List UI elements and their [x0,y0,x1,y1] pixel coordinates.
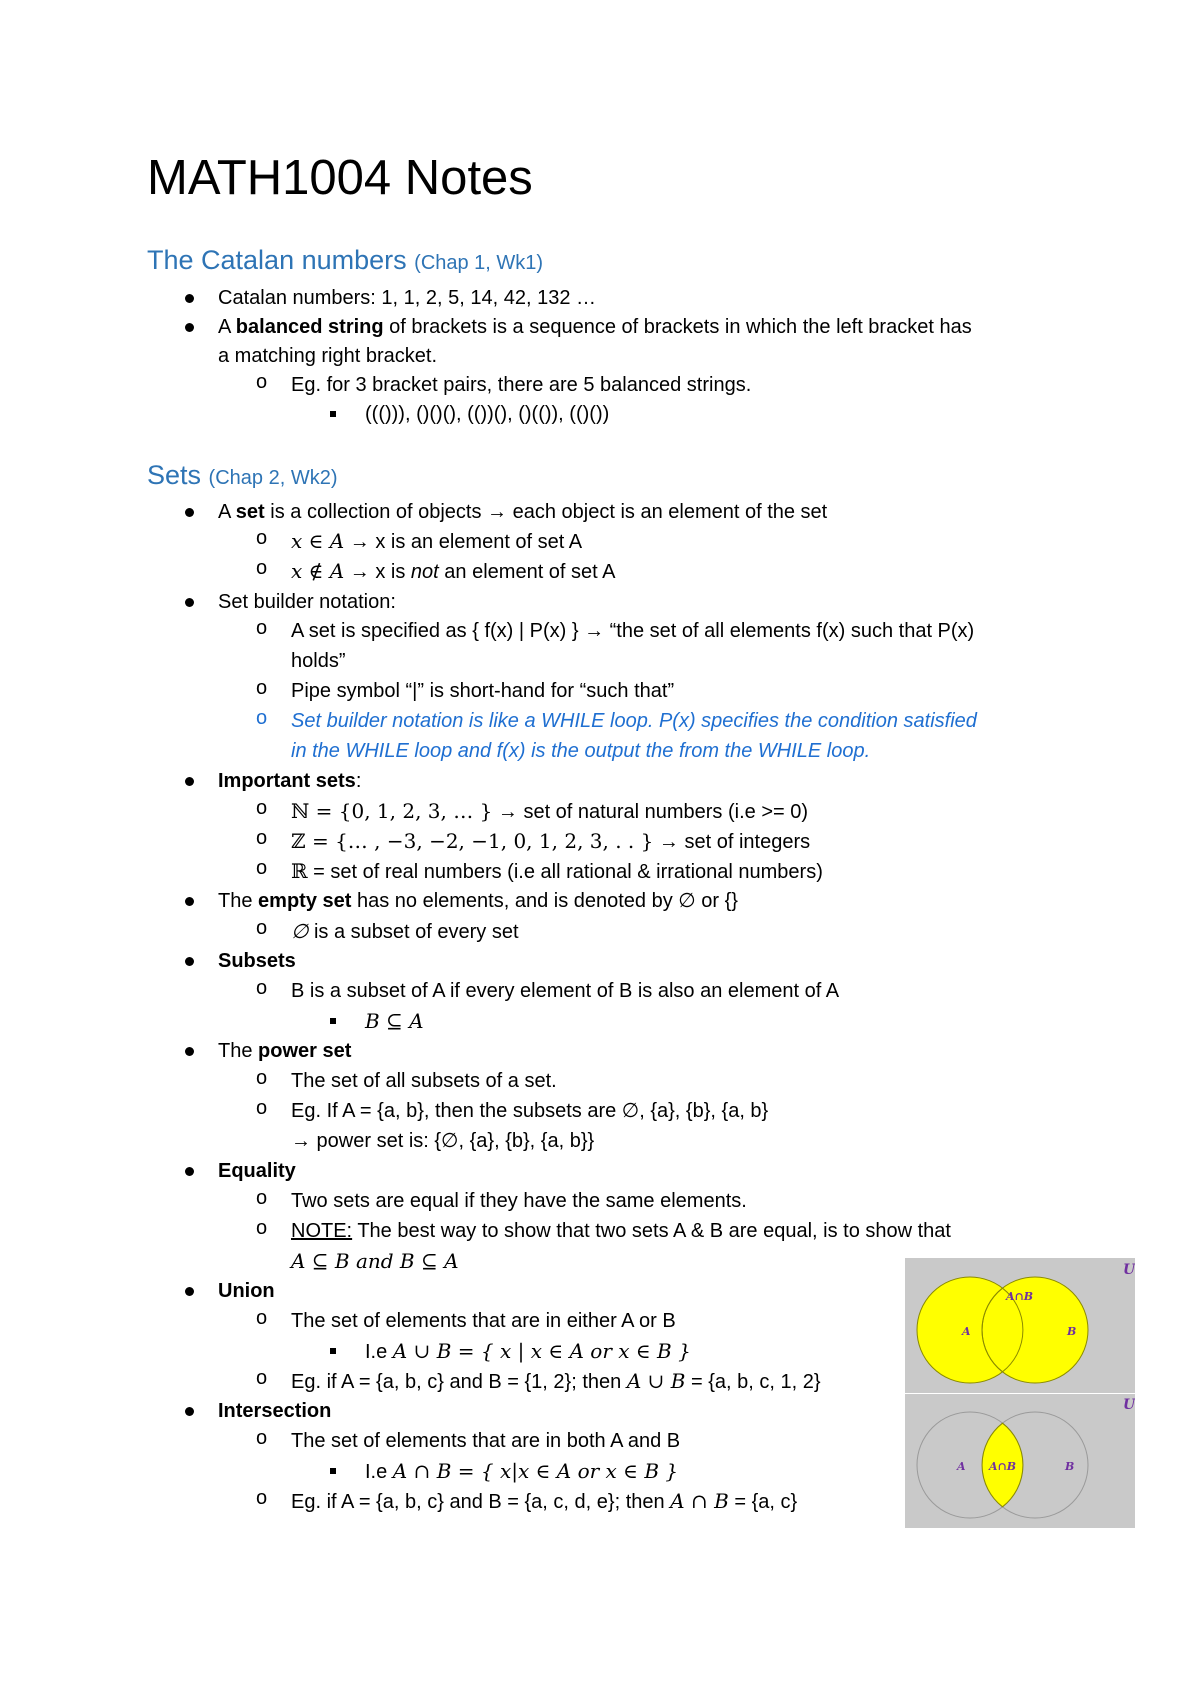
bullet-circle: o [256,371,268,393]
bullet-circle: o [256,1187,268,1209]
text-run: A [218,501,236,523]
math-expression: A ∩ B [670,1489,729,1513]
bullet-dot [185,1407,194,1416]
bold-term: empty set [258,890,352,912]
venn-universe-label: U [1123,1397,1135,1413]
venn-label-b: B [1065,1460,1075,1473]
bold-term: Union [218,1280,275,1302]
bullet-dot [185,1047,194,1056]
bold-term: Intersection [218,1400,332,1422]
sub-list-item [291,527,582,556]
sub-list-item [291,1217,951,1245]
bullet-circle: o [256,977,268,999]
document-title: MATH1004 Notes [147,151,533,205]
bullet-circle: o [256,707,268,729]
sub-list-item [291,857,823,886]
bullet-square [330,1348,336,1354]
venn-label-b: B [1067,1325,1077,1338]
sub-list-item: Two sets are equal if they have the same elements. [291,1190,747,1212]
bullet-circle: o [256,527,268,549]
sub-list-item [291,827,810,856]
bullet-dot [185,957,194,966]
text-run: The best way to show that two sets A & B are equal, is to show that [352,1220,951,1242]
math-expression: A ∪ B [626,1369,686,1393]
bold-term: set [235,501,265,523]
venn-label-a: A [957,1460,966,1473]
bullet-dot [185,294,194,303]
bullet-square [330,1018,336,1024]
sub-sub-list-item [365,1457,678,1486]
math-expression: ℕ = {0, 1, 2, 3, … } [291,799,493,823]
sub-list-item: B is a subset of A if every element of B is also an element of A [291,980,840,1002]
list-item [218,1397,331,1425]
math-expression: A ∪ B = { x | x ∈ A or x ∈ B } [392,1339,691,1363]
bullet-circle: o [256,1307,268,1329]
text-run: I.e [365,1461,393,1483]
list-item: Catalan numbers: 1, 1, 2, 5, 14, 42, 132 … [218,287,597,309]
sub-list-item [291,1487,797,1516]
text-run: = set of real numbers (i.e all rational & irrational numbers) [307,861,823,883]
italic-term: not [410,561,439,583]
venn-label-intersection: A∩B [1006,1290,1034,1303]
sub-list-item: The set of elements that are in both A and B [291,1430,681,1452]
sub-list-item [291,1367,821,1396]
bullet-dot [185,1287,194,1296]
sub-list-item-continuation: A ⊆ B and B ⊆ A [291,1249,459,1273]
heading-subtext: (Chap 2, Wk2) [208,467,338,489]
text-run: A [218,316,236,338]
bullet-circle: o [256,677,268,699]
text-run: → x is an element of set A [344,531,583,553]
bold-term: balanced string [235,316,384,338]
bullet-circle: o [256,1217,268,1239]
bullet-dot [185,777,194,786]
math-expression: x ∈ A [291,529,345,553]
list-item [218,1277,275,1305]
section-heading-catalan [147,245,543,276]
venn-universe-label: U [1123,1262,1135,1278]
venn-union-svg [905,1258,1135,1393]
bold-term: Subsets [218,950,296,972]
bullet-circle: o [256,617,268,639]
bullet-circle: o [256,1427,268,1449]
math-expression: ℤ = {… , −3, −2, −1, 0, 1, 2, 3, . . } [291,829,654,853]
section-heading-sets [147,460,337,491]
bold-term: power set [258,1040,352,1062]
text-run: has no elements, and is denoted by ∅ or {} [351,890,738,912]
venn-label-intersection: A∩B [989,1460,1017,1473]
bullet-square [330,411,336,417]
text-run: I.e [365,1341,393,1363]
bullet-dot [185,508,194,517]
bullet-circle: o [256,827,268,849]
sub-list-item-note-continuation: in the WHILE loop and f(x) is the output the from the WHILE loop. [291,740,871,762]
text-run: : [355,770,362,792]
bullet-circle: o [256,1067,268,1089]
bullet-circle: o [256,797,268,819]
math-expression: ℝ [291,859,308,883]
text-run: The [218,1040,259,1062]
bullet-dot [185,1167,194,1176]
text-run: → set of integers [653,831,811,853]
bullet-square [330,1468,336,1474]
list-item [218,1157,296,1185]
bullet-dot [185,897,194,906]
bullet-dot [185,598,194,607]
sub-list-item [291,797,808,826]
list-item [218,313,972,341]
venn-diagram-union [905,1258,1135,1393]
sub-sub-list-item: ((())), ()()(), (())(), ()(()), (()()) [365,403,610,425]
heading-subtext: (Chap 1, Wk1) [414,252,544,274]
bullet-circle: o [256,1487,268,1509]
sub-list-item [291,917,519,946]
list-item [218,887,738,915]
text-run: = {a, c} [728,1491,798,1513]
bold-term: Equality [218,1160,296,1182]
text-run: Eg. if A = {a, b, c} and B = {1, 2}; then [291,1371,627,1393]
text-run: an element of set A [438,561,616,583]
list-item: Set builder notation: [218,591,396,613]
bullet-circle: o [256,857,268,879]
sub-list-item: The set of all subsets of a set. [291,1070,557,1092]
venn-label-a: A [962,1325,971,1338]
sub-list-item: The set of elements that are in either A or B [291,1310,676,1332]
heading-text: The Catalan numbers [147,245,407,275]
venn-diagram-intersection [905,1393,1135,1528]
sub-list-item: Pipe symbol “|” is short-hand for “such that” [291,680,675,702]
text-run: → set of natural numbers (i.e >= 0) [492,801,809,823]
bold-term: Important sets [218,770,356,792]
list-item [218,767,361,795]
bullet-circle: o [256,557,268,579]
bullet-circle: o [256,1097,268,1119]
math-expression: A ∩ B = { x|x ∈ A or x ∈ B } [392,1459,679,1483]
list-item [218,498,827,526]
text-run: Eg. if A = {a, b, c} and B = {a, c, d, e}; then [291,1491,671,1513]
heading-text: Sets [147,460,202,490]
text-run: → x is [344,561,411,583]
list-item [218,1037,351,1065]
bullet-dot [185,323,194,332]
text-run: = {a, b, c, 1, 2} [685,1371,821,1393]
sub-list-item-note: Set builder notation is like a WHILE loop. P(x) specifies the condition satisfied [291,710,977,732]
underlined-note: NOTE: [291,1220,353,1242]
math-expression: ∅ [291,919,309,943]
text-run: is a subset of every set [308,921,519,943]
sub-list-item-continuation: holds” [291,650,346,672]
sub-list-item: Eg. If A = {a, b}, then the subsets are ∅, {a}, {b}, {a, b} [291,1100,769,1122]
sub-list-item-continuation: → power set is: {∅, {a}, {b}, {a, b}} [291,1130,595,1152]
sub-list-item: Eg. for 3 bracket pairs, there are 5 balanced strings. [291,374,752,396]
venn-intersection-svg [905,1393,1135,1528]
sub-list-item: A set is specified as { f(x) | P(x) } → “the set of all elements f(x) such that P(x) [291,620,975,642]
sub-list-item [291,557,616,586]
list-item [218,947,296,975]
text-run: is a collection of objects → each object is an element of the set [264,501,828,523]
text-run: of brackets is a sequence of brackets in which the left bracket has [383,316,972,338]
text-run: The [218,890,259,912]
sub-sub-list-item: B ⊆ A [365,1009,424,1033]
list-item-continuation: a matching right bracket. [218,345,437,367]
bullet-circle: o [256,917,268,939]
sub-sub-list-item [365,1337,691,1366]
math-expression: x ∉ A [291,559,345,583]
bullet-circle: o [256,1367,268,1389]
